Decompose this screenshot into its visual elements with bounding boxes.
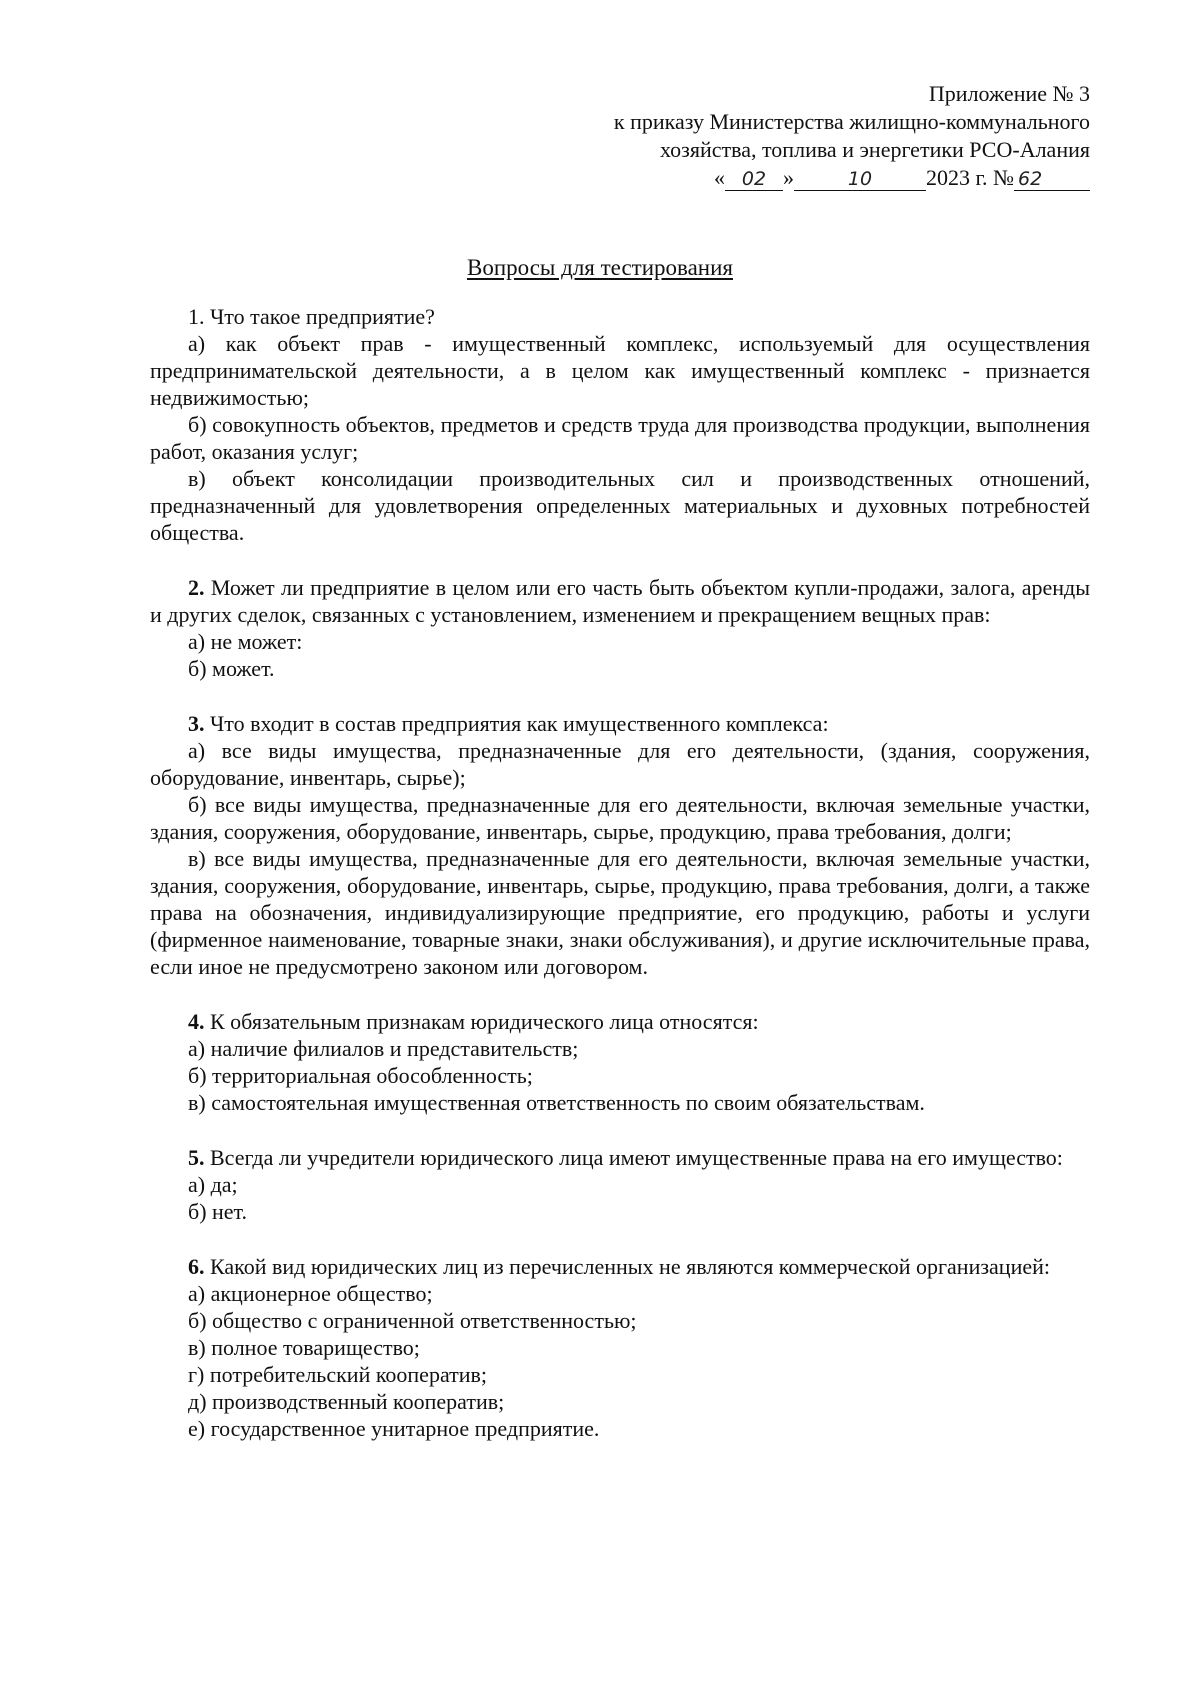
answer-option: в) полное товарищество; — [188, 1335, 420, 1360]
document-title: Вопросы для тестирования — [466, 255, 733, 280]
question-4 — [150, 1008, 1090, 1116]
question-text: 5. Всегда ли учредители юридического лица имеют имущественные права на его имущество: — [188, 1145, 1063, 1170]
question-2 — [150, 574, 1090, 682]
question-text: 1. Что такое предприятие? — [188, 304, 435, 329]
question-text: 3. Что входит в состав предприятия как имущественного комплекса: — [188, 711, 829, 736]
appendix-number: Приложение № 3 — [928, 81, 1090, 106]
question-1 — [150, 303, 1090, 546]
answer-option: а) все виды имущества, предназначенные для его деятельности, (здания, сооружения, оборудование, инвентарь, сырье); — [150, 738, 1090, 790]
answer-option: б) совокупность объектов, предметов и средств труда для производства продукции, выполнения работ, оказания услуг; — [150, 412, 1090, 464]
answer-option: б) общество с ограниченной ответственностью; — [188, 1308, 637, 1333]
appendix-header — [490, 80, 1090, 192]
order-year: 2023 г. № — [925, 165, 1014, 190]
answer-option: в) объект консолидации производительных сил и производственных отношений, предназначенный для удовлетворения определенных материальных и духовных потребностей общества. — [150, 466, 1090, 545]
question-text: 2. Может ли предприятие в целом или его часть быть объектом купли-продажи, залога, аренды и других сделок, связанных с установлением, изменением и прекращением вещных прав: — [150, 575, 1091, 627]
answer-option: б) территориальная обособленность; — [188, 1063, 533, 1088]
question-6 — [150, 1253, 1090, 1442]
answer-option: а) не может: — [188, 629, 303, 654]
answer-option: б) может. — [188, 656, 275, 681]
answer-option: а) акционерное общество; — [188, 1281, 433, 1306]
question-5 — [150, 1144, 1090, 1225]
answer-option: б) нет. — [188, 1199, 248, 1224]
answer-option: б) все виды имущества, предназначенные для его деятельности, включая земельные участки, здания, сооружения, оборудование, инвентарь, сырье, продукцию, права требования, долги; — [150, 792, 1090, 844]
answer-option: в) все виды имущества, предназначенные для его деятельности, включая земельные участки, здания, сооружения, оборудование, инвентарь, сырье, продукцию, права требования, долги, а также права на обозначения, индивидуализирующие предприятие, его продукцию, работы и услуги (фирменное наименование, товарные знаки, знаки обслуживания), и другие исключительные права, если иное не предусмотрено законом или договором. — [150, 846, 1090, 979]
handwritten-order-number: 62 — [1014, 168, 1090, 191]
ministry-name: хозяйства, топлива и энергетики РСО-Алания — [660, 137, 1090, 162]
answer-option: д) производственный кооператив; — [188, 1389, 505, 1414]
questions-list — [150, 303, 1090, 1470]
answer-option: в) самостоятельная имущественная ответственность по своим обязательствам. — [188, 1090, 925, 1115]
answer-option: а) как объект прав - имущественный комплекс, используемый для осуществления предпринимательской деятельности, а в целом как имущественный комплекс - признается недвижимостью; — [150, 331, 1090, 410]
question-text: 4. К обязательным признакам юридического лица относятся: — [188, 1009, 759, 1034]
answer-option: а) наличие филиалов и представительств; — [188, 1036, 579, 1061]
answer-option: е) государственное унитарное предприятие. — [188, 1416, 600, 1441]
answer-option: г) потребительский кооператив; — [188, 1362, 488, 1387]
handwritten-day: 02 — [725, 168, 783, 191]
order-date-line: « 02 » 10 2023 г. № 62 — [490, 164, 1090, 192]
question-3 — [150, 710, 1090, 980]
question-text: 6. Какой вид юридических лиц из перечисленных не являются коммерческой организацией: — [188, 1254, 1050, 1279]
handwritten-month: 10 — [794, 168, 926, 191]
answer-option: а) да; — [188, 1172, 238, 1197]
order-reference: к приказу Министерства жилищно-коммунального — [613, 109, 1090, 134]
